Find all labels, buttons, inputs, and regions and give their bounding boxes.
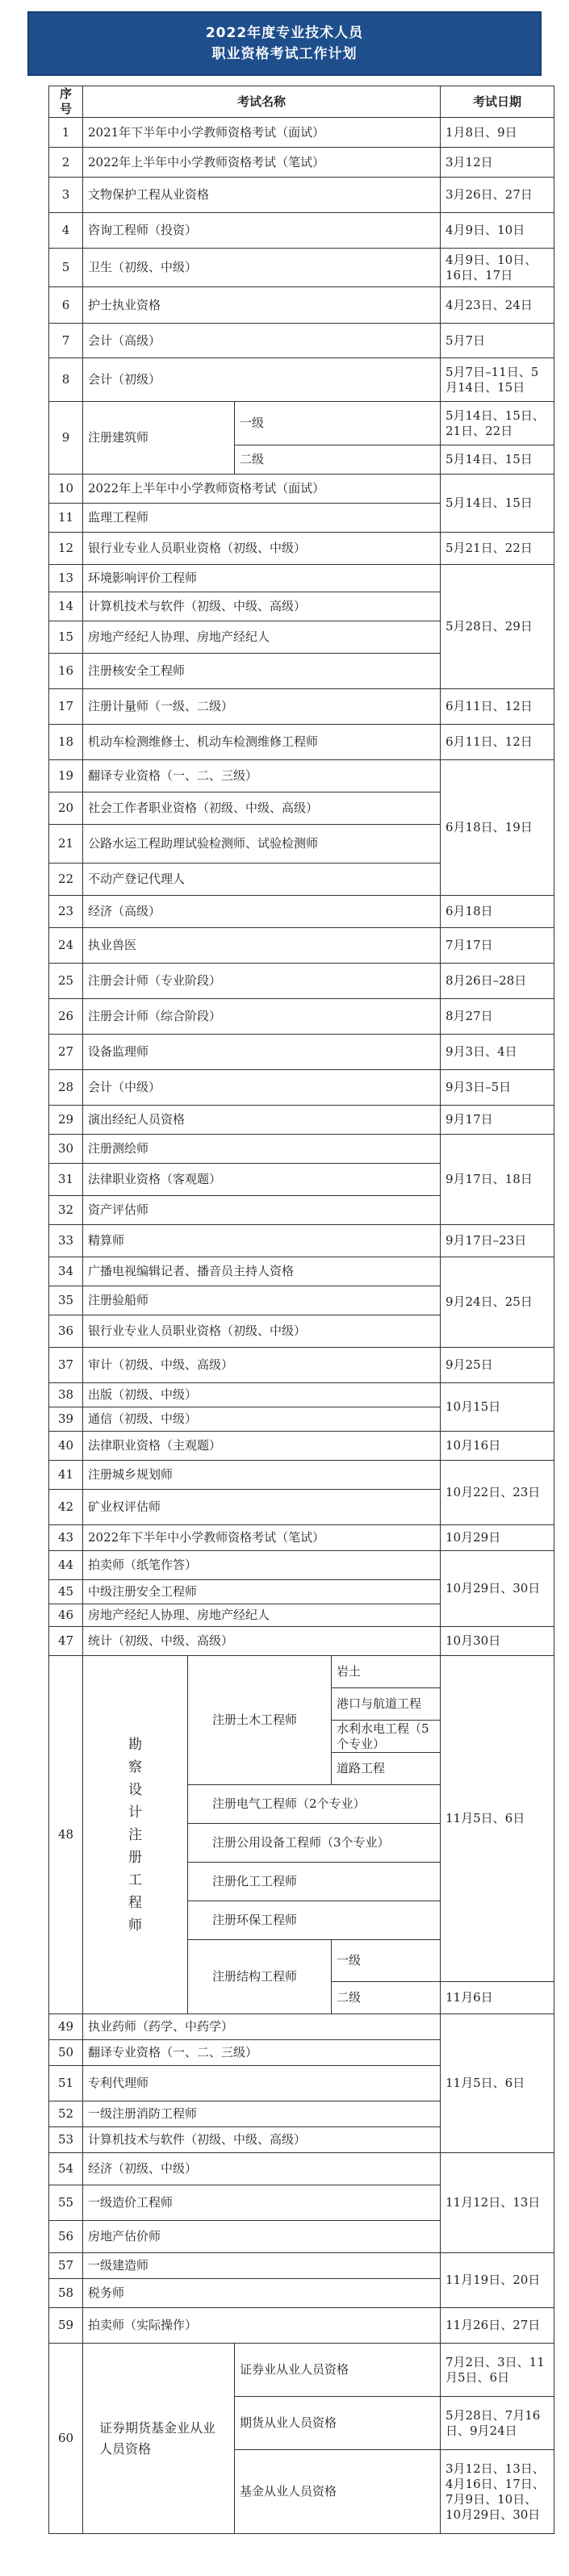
- table-row: [49, 2253, 554, 2279]
- table-row: [49, 2014, 554, 2040]
- row-no: 58: [49, 2279, 83, 2308]
- row-no: 9: [49, 402, 83, 475]
- row-no: 15: [49, 621, 83, 654]
- exam-subcategory: 注册化工工程师: [188, 1863, 441, 1901]
- table-row: [49, 1551, 554, 1580]
- exam-date: 11月6日: [441, 1982, 554, 2014]
- exam-name: 设备监理师: [83, 1035, 441, 1070]
- table-row: [49, 287, 554, 324]
- exam-subcategory: 注册结构工程师: [188, 1940, 332, 2014]
- exam-name: 审计（初级、中级、高级）: [83, 1348, 441, 1383]
- exam-subcategory: 证券业从业人员资格: [235, 2344, 441, 2397]
- table-row: [49, 475, 554, 504]
- exam-item: 道路工程: [332, 1753, 441, 1785]
- exam-date: 11月5日、6日: [441, 1656, 554, 1982]
- exam-date: 9月25日: [441, 1348, 554, 1383]
- exam-name: 2022年下半年中小学教师资格考试（笔试）: [83, 1525, 441, 1551]
- exam-name: 广播电视编辑记者、播音员主持人资格: [83, 1257, 441, 1286]
- row-no: 20: [49, 792, 83, 825]
- exam-name: 房地产经纪人协理、房地产经纪人: [83, 621, 441, 654]
- table-row: [49, 1461, 554, 1490]
- row-no: 60: [49, 2344, 83, 2534]
- exam-date: 5月28日、29日: [441, 565, 554, 689]
- column-header-name: 考试名称: [83, 86, 441, 118]
- exam-name: 统计（初级、中级、高级）: [83, 1627, 441, 1656]
- exam-name: 注册会计师（综合阶段）: [83, 999, 441, 1035]
- row-no: 7: [49, 324, 83, 358]
- row-no: 31: [49, 1164, 83, 1196]
- title-line-2: 职业资格考试工作计划: [211, 46, 358, 62]
- row-no: 29: [49, 1106, 83, 1135]
- row-no: 17: [49, 689, 83, 725]
- row-no: 3: [49, 178, 83, 213]
- row-no: 6: [49, 287, 83, 324]
- row-no: 45: [49, 1580, 83, 1604]
- row-no: 12: [49, 533, 83, 565]
- exam-name: 一级注册消防工程师: [83, 2101, 441, 2127]
- row-no: 44: [49, 1551, 83, 1580]
- exam-date: 10月15日: [441, 1383, 554, 1432]
- title-banner: [27, 11, 542, 76]
- exam-date: 9月17日、18日: [441, 1135, 554, 1225]
- exam-name: 注册城乡规划师: [83, 1461, 441, 1490]
- row-no: 13: [49, 565, 83, 592]
- exam-date: 7月2日、3日、11月5日、6日: [441, 2344, 554, 2397]
- exam-date: 6月18日: [441, 896, 554, 928]
- table-row: [49, 760, 554, 792]
- exam-date: 10月29日、30日: [441, 1551, 554, 1627]
- table-row: [49, 402, 554, 445]
- row-no: 47: [49, 1627, 83, 1656]
- row-no: 1: [49, 118, 83, 148]
- exam-name: 注册验船师: [83, 1286, 441, 1315]
- exam-name: 演出经纪人员资格: [83, 1106, 441, 1135]
- row-no: 43: [49, 1525, 83, 1551]
- row-no: 54: [49, 2153, 83, 2185]
- table-row: [49, 148, 554, 178]
- row-no: 2: [49, 148, 83, 178]
- exam-name: 社会工作者职业资格（初级、中级、高级）: [83, 792, 441, 825]
- exam-name: 拍卖师（实际操作）: [83, 2308, 441, 2344]
- exam-item: 岩土: [332, 1656, 441, 1688]
- exam-schedule-table: [48, 86, 554, 2534]
- exam-name: 矿业权评估师: [83, 1490, 441, 1525]
- exam-name: 银行业专业人员职业资格（初级、中级）: [83, 533, 441, 565]
- exam-name: 环境影响评价工程师: [83, 565, 441, 592]
- exam-date: 1月8日、9日: [441, 118, 554, 148]
- exam-date: 10月29日: [441, 1525, 554, 1551]
- exam-date: 9月17日: [441, 1106, 554, 1135]
- exam-name: 公路水运工程助理试验检测师、试验检测师: [83, 825, 441, 864]
- row-no: 36: [49, 1315, 83, 1348]
- row-no: 23: [49, 896, 83, 928]
- column-header-date: 考试日期: [441, 86, 554, 118]
- table-row: [49, 2153, 554, 2185]
- table-row: [49, 896, 554, 928]
- row-no: 27: [49, 1035, 83, 1070]
- exam-date: 5月7日–11日、5月14日、15日: [441, 358, 554, 402]
- exam-date: 4月23日、24日: [441, 287, 554, 324]
- table-row: [49, 1070, 554, 1106]
- row-no: 39: [49, 1407, 83, 1432]
- row-no: 11: [49, 504, 83, 533]
- table-row: [49, 249, 554, 287]
- table-row: [49, 358, 554, 402]
- row-no: 32: [49, 1196, 83, 1225]
- exam-name: 法律职业资格（主观题）: [83, 1432, 441, 1461]
- row-no: 22: [49, 864, 83, 896]
- exam-item: 港口与航道工程: [332, 1688, 441, 1721]
- table-row: [49, 1348, 554, 1383]
- exam-name: 拍卖师（纸笔作答）: [83, 1551, 441, 1580]
- column-header-no: 序号: [49, 86, 83, 118]
- row-no: 46: [49, 1604, 83, 1627]
- exam-date: 5月21日、22日: [441, 533, 554, 565]
- row-no: 48: [49, 1656, 83, 2014]
- row-no: 30: [49, 1135, 83, 1164]
- exam-name: 文物保护工程从业资格: [83, 178, 441, 213]
- group-label: [83, 1656, 188, 2014]
- row-no: 16: [49, 654, 83, 689]
- exam-date: 8月26日–28日: [441, 964, 554, 999]
- table-row: [49, 1035, 554, 1070]
- exam-date: 5月7日: [441, 324, 554, 358]
- exam-date: 9月3日–5日: [441, 1070, 554, 1106]
- table-row: [49, 1383, 554, 1407]
- exam-name: 精算师: [83, 1225, 441, 1257]
- row-no: 18: [49, 725, 83, 760]
- exam-subcategory: 注册公用设备工程师（3个专业）: [188, 1824, 441, 1863]
- exam-date: 5月14日、15日: [441, 475, 554, 533]
- row-no: 34: [49, 1257, 83, 1286]
- table-row: [49, 1432, 554, 1461]
- exam-date: 10月30日: [441, 1627, 554, 1656]
- exam-date: 4月9日、10日、16日、17日: [441, 249, 554, 287]
- row-no: 24: [49, 928, 83, 964]
- row-no: 41: [49, 1461, 83, 1490]
- row-no: 52: [49, 2101, 83, 2127]
- table-row: [49, 1656, 554, 1688]
- exam-name: 法律职业资格（客观题）: [83, 1164, 441, 1196]
- exam-date: 11月5日、6日: [441, 2014, 554, 2153]
- exam-item: 水利水电工程（5个专业）: [332, 1721, 441, 1753]
- exam-name: 不动产登记代理人: [83, 864, 441, 896]
- exam-name: 通信（初级、中级）: [83, 1407, 441, 1432]
- exam-name: 税务师: [83, 2279, 441, 2308]
- row-no: 21: [49, 825, 83, 864]
- exam-name: 会计（高级）: [83, 324, 441, 358]
- row-no: 57: [49, 2253, 83, 2279]
- exam-date: 8月27日: [441, 999, 554, 1035]
- table-row: [49, 324, 554, 358]
- exam-subcategory: 二级: [235, 445, 441, 475]
- exam-date: 3月12日、13日、4月16日、17日、7月9日、10日、10月29日、30日: [441, 2450, 554, 2534]
- row-no: 38: [49, 1383, 83, 1407]
- table-row: [49, 964, 554, 999]
- exam-date: 10月22日、23日: [441, 1461, 554, 1525]
- exam-name: 会计（初级）: [83, 358, 441, 402]
- exam-date: 5月28日、7月16日、9月24日: [441, 2397, 554, 2450]
- exam-name: 机动车检测维修士、机动车检测维修工程师: [83, 725, 441, 760]
- row-no: 8: [49, 358, 83, 402]
- exam-date: 6月18日、19日: [441, 760, 554, 896]
- exam-date: 5月14日、15日: [441, 445, 554, 475]
- row-no: 59: [49, 2308, 83, 2344]
- exam-name: 注册测绘师: [83, 1135, 441, 1164]
- table-row: [49, 1627, 554, 1656]
- exam-item: 一级: [332, 1940, 441, 1982]
- row-no: 56: [49, 2221, 83, 2253]
- table-row: [49, 999, 554, 1035]
- table-row: [49, 725, 554, 760]
- exam-subcategory: 注册电气工程师（2个专业）: [188, 1785, 441, 1824]
- table-row: [49, 213, 554, 249]
- exam-name: 银行业专业人员职业资格（初级、中级）: [83, 1315, 441, 1348]
- exam-date: 3月26日、27日: [441, 178, 554, 213]
- exam-date: 5月14日、15日、21日、22日: [441, 402, 554, 445]
- exam-name: 注册计量师（一级、二级）: [83, 689, 441, 725]
- exam-name: 一级建造师: [83, 2253, 441, 2279]
- exam-subcategory: 注册土木工程师: [188, 1656, 332, 1785]
- row-no: 49: [49, 2014, 83, 2040]
- row-no: 26: [49, 999, 83, 1035]
- exam-name: 会计（中级）: [83, 1070, 441, 1106]
- row-no: 37: [49, 1348, 83, 1383]
- table-row: [49, 2308, 554, 2344]
- exam-name: 房地产经纪人协理、房地产经纪人: [83, 1604, 441, 1627]
- exam-name: 翻译专业资格（一、二、三级）: [83, 760, 441, 792]
- title-line-1: 2022年度专业技术人员: [205, 25, 364, 41]
- exam-name: 专利代理师: [83, 2066, 441, 2101]
- row-no: 50: [49, 2040, 83, 2066]
- exam-date: 6月11日、12日: [441, 725, 554, 760]
- exam-subcategory: 一级: [235, 402, 441, 445]
- table-row: [49, 1135, 554, 1164]
- exam-name: 证券期货基金业从业人员资格: [83, 2344, 235, 2534]
- exam-date: 7月17日: [441, 928, 554, 964]
- table-row: [49, 689, 554, 725]
- row-no: 19: [49, 760, 83, 792]
- exam-date: 11月19日、20日: [441, 2253, 554, 2308]
- exam-subcategory: 期货从业人员资格: [235, 2397, 441, 2450]
- exam-date: 4月9日、10日: [441, 213, 554, 249]
- table-row: [49, 178, 554, 213]
- exam-name: 2022年上半年中小学教师资格考试（笔试）: [83, 148, 441, 178]
- exam-date: 9月17日–23日: [441, 1225, 554, 1257]
- exam-name: 卫生（初级、中级）: [83, 249, 441, 287]
- exam-name: 一级造价工程师: [83, 2185, 441, 2221]
- exam-name: 注册建筑师: [83, 402, 235, 475]
- row-no: 55: [49, 2185, 83, 2221]
- row-no: 5: [49, 249, 83, 287]
- exam-name: 咨询工程师（投资）: [83, 213, 441, 249]
- exam-date: 9月24日、25日: [441, 1257, 554, 1348]
- exam-date: 3月12日: [441, 148, 554, 178]
- table-row: [49, 118, 554, 148]
- row-no: 4: [49, 213, 83, 249]
- table-row: [49, 1525, 554, 1551]
- row-no: 10: [49, 475, 83, 504]
- exam-subcategory: 注册环保工程师: [188, 1901, 441, 1940]
- exam-name: 中级注册安全工程师: [83, 1580, 441, 1604]
- row-no: 35: [49, 1286, 83, 1315]
- exam-name: 出版（初级、中级）: [83, 1383, 441, 1407]
- exam-name: 执业兽医: [83, 928, 441, 964]
- exam-name: 房地产估价师: [83, 2221, 441, 2253]
- table-row: [49, 1225, 554, 1257]
- exam-subcategory: 基金从业人员资格: [235, 2450, 441, 2534]
- exam-date: 6月11日、12日: [441, 689, 554, 725]
- table-row: [49, 2344, 554, 2397]
- table-row: [49, 1106, 554, 1135]
- exam-date: 9月3日、4日: [441, 1035, 554, 1070]
- exam-name: 经济（高级）: [83, 896, 441, 928]
- group-label-text: 勘察设计注册工程师: [128, 1736, 142, 1934]
- exam-name: 注册会计师（专业阶段）: [83, 964, 441, 999]
- exam-name: 2021年下半年中小学教师资格考试（面试）: [83, 118, 441, 148]
- exam-date: 11月12日、13日: [441, 2153, 554, 2253]
- row-no: 28: [49, 1070, 83, 1106]
- row-no: 40: [49, 1432, 83, 1461]
- table-row: [49, 565, 554, 592]
- exam-name: 监理工程师: [83, 504, 441, 533]
- row-no: 33: [49, 1225, 83, 1257]
- table-row: [49, 533, 554, 565]
- exam-name: 注册核安全工程师: [83, 654, 441, 689]
- table-row: [49, 1257, 554, 1286]
- row-no: 42: [49, 1490, 83, 1525]
- exam-name: 计算机技术与软件（初级、中级、高级）: [83, 592, 441, 621]
- exam-name: 经济（初级、中级）: [83, 2153, 441, 2185]
- exam-name: 护士执业资格: [83, 287, 441, 324]
- exam-name: 翻译专业资格（一、二、三级）: [83, 2040, 441, 2066]
- exam-name: 2022年上半年中小学教师资格考试（面试）: [83, 475, 441, 504]
- exam-date: 10月16日: [441, 1432, 554, 1461]
- exam-name: 执业药师（药学、中药学）: [83, 2014, 441, 2040]
- row-no: 51: [49, 2066, 83, 2101]
- exam-date: 11月26日、27日: [441, 2308, 554, 2344]
- row-no: 14: [49, 592, 83, 621]
- table-row: [49, 928, 554, 964]
- exam-item: 二级: [332, 1982, 441, 2014]
- row-no: 53: [49, 2127, 83, 2153]
- row-no: 25: [49, 964, 83, 999]
- exam-name: 资产评估师: [83, 1196, 441, 1225]
- exam-name: 计算机技术与软件（初级、中级、高级）: [83, 2127, 441, 2153]
- table-header-row: [49, 86, 554, 118]
